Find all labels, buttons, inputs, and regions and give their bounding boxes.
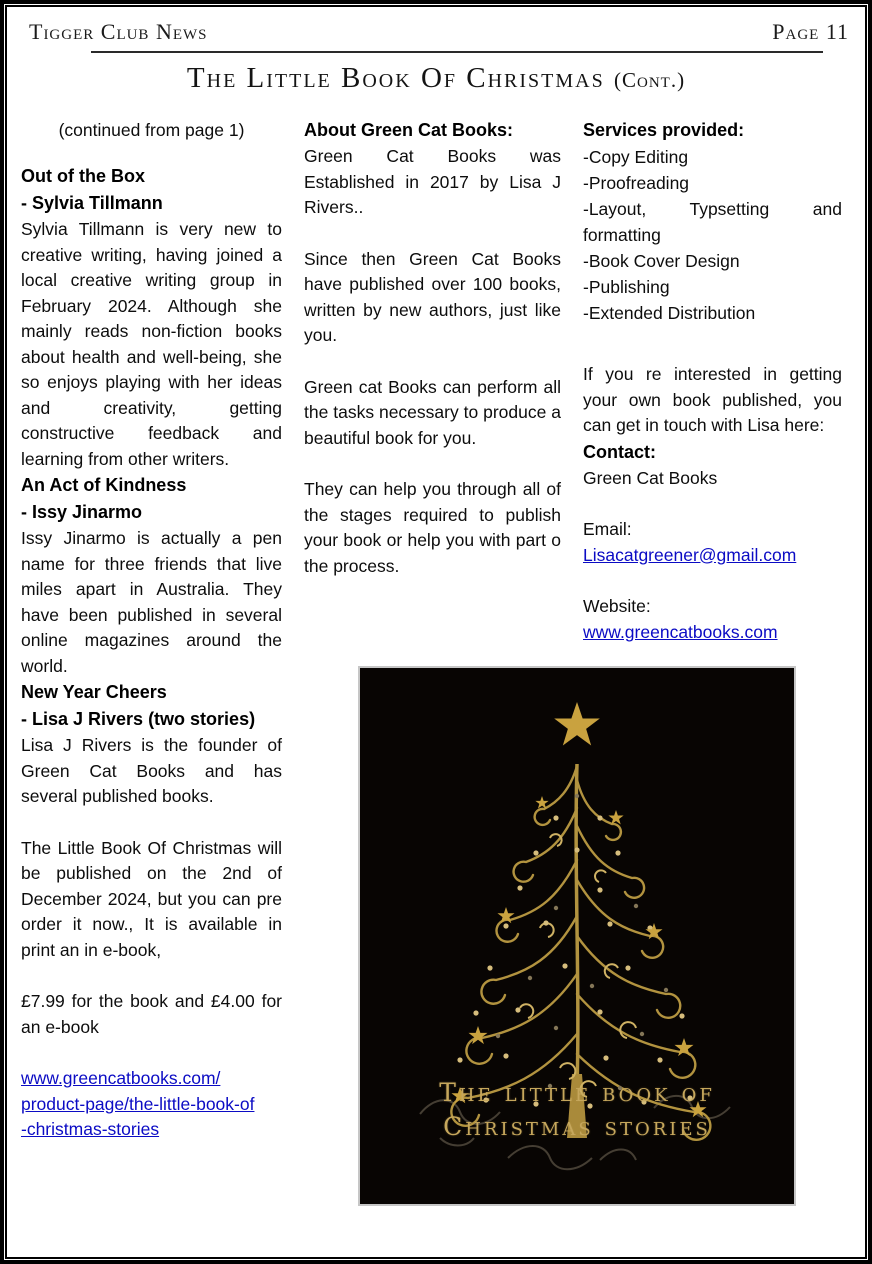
email-label: Email:	[583, 519, 632, 539]
masthead	[7, 7, 865, 45]
book-cover-image	[358, 666, 796, 1206]
get-in-touch-para: If you re interested in getting your own book published, you can get in touch with Lisa here:	[583, 364, 842, 435]
contact-label: Contact:	[583, 441, 656, 462]
about-para4: They can help you through all of the stages required to publish your book or help you with part o the process.	[304, 479, 561, 576]
about-heading: About Green Cat Books:	[304, 120, 514, 140]
header-divider	[91, 51, 823, 53]
services-heading: Services provided:	[583, 120, 745, 140]
service-item: -Proofreading	[583, 173, 690, 193]
page-number: Page 11	[772, 19, 849, 44]
story2-body: Issy Jinarmo is actually a pen name for three friends that live miles apart in Australia. They have been published in several online magazines around the world.	[21, 528, 282, 676]
book-order-link-line1[interactable]: www.greencatbooks.com/	[21, 1068, 221, 1088]
story1-author: - Sylvia Tillmann	[21, 193, 163, 213]
service-item: -Layout, Typsetting and formatting	[583, 199, 842, 245]
service-item: -Book Cover Design	[583, 251, 740, 271]
cover-title	[360, 1076, 794, 1144]
website-label: Website:	[583, 596, 651, 616]
story1-title: Out of the Box	[21, 166, 145, 186]
story3-body: Lisa J Rivers is the founder of Green Cat Books and has several published books.	[21, 735, 282, 806]
service-item: -Extended Distribution	[583, 303, 756, 323]
story1-body: Sylvia Tillmann is very new to creative writing, having joined a local creative writing group in February 2024. Although she mainly reads non-fiction books about health and well-being, she so enjoys playing with her ideas and creativity, getting constructive feedback and learning from other writers.	[21, 219, 282, 469]
book-order-link[interactable]	[21, 1066, 282, 1143]
book-order-link-line3[interactable]: -christmas-stories	[21, 1119, 160, 1139]
newsletter-title: Tigger Club News	[29, 19, 208, 44]
story3-body3: £7.99 for the book and £4.00 for an e-book	[21, 991, 282, 1037]
about-para2: Since then Green Cat Books have published over 100 books, written by new authors, just like you.	[304, 248, 561, 345]
about-para1: Green Cat Books was Established in 2017 by Lisa J Rivers..	[304, 146, 561, 217]
continued-note: (continued from page 1)	[58, 120, 245, 140]
story3-body2: The Little Book Of Christmas will be published on the 2nd of December 2024, but you can pre order it now., It is available in print an in e-book,	[21, 837, 282, 960]
email-link[interactable]: Lisacatgreener@gmail.com	[583, 544, 797, 565]
book-order-link-line2[interactable]: product-page/the-little-book-of	[21, 1093, 255, 1114]
article-title-main: The Little Book Of Christmas	[186, 62, 605, 94]
cover-title-line1: The little book of	[439, 1078, 715, 1107]
service-item: -Publishing	[583, 277, 670, 297]
story2-author: - Issy Jinarmo	[21, 502, 143, 522]
article-title-cont: (Cont.)	[614, 68, 686, 92]
page-inner-frame	[5, 5, 867, 1259]
cover-title-line2: Christmas stories	[443, 1112, 711, 1141]
about-para3: Green cat Books can perform all the tasks necessary to produce a beautiful book for you.	[304, 376, 561, 448]
website-link[interactable]: www.greencatbooks.com	[583, 621, 778, 642]
service-item: -Copy Editing	[583, 147, 689, 167]
article-title	[7, 59, 865, 99]
story3-author: - Lisa J Rivers (two stories)	[21, 709, 256, 729]
tree-top-star-icon	[554, 702, 600, 745]
column-left	[21, 117, 282, 1143]
story3-title: New Year Cheers	[21, 682, 167, 702]
contact-name: Green Cat Books	[583, 467, 718, 488]
story2-title: An Act of Kindness	[21, 475, 187, 495]
